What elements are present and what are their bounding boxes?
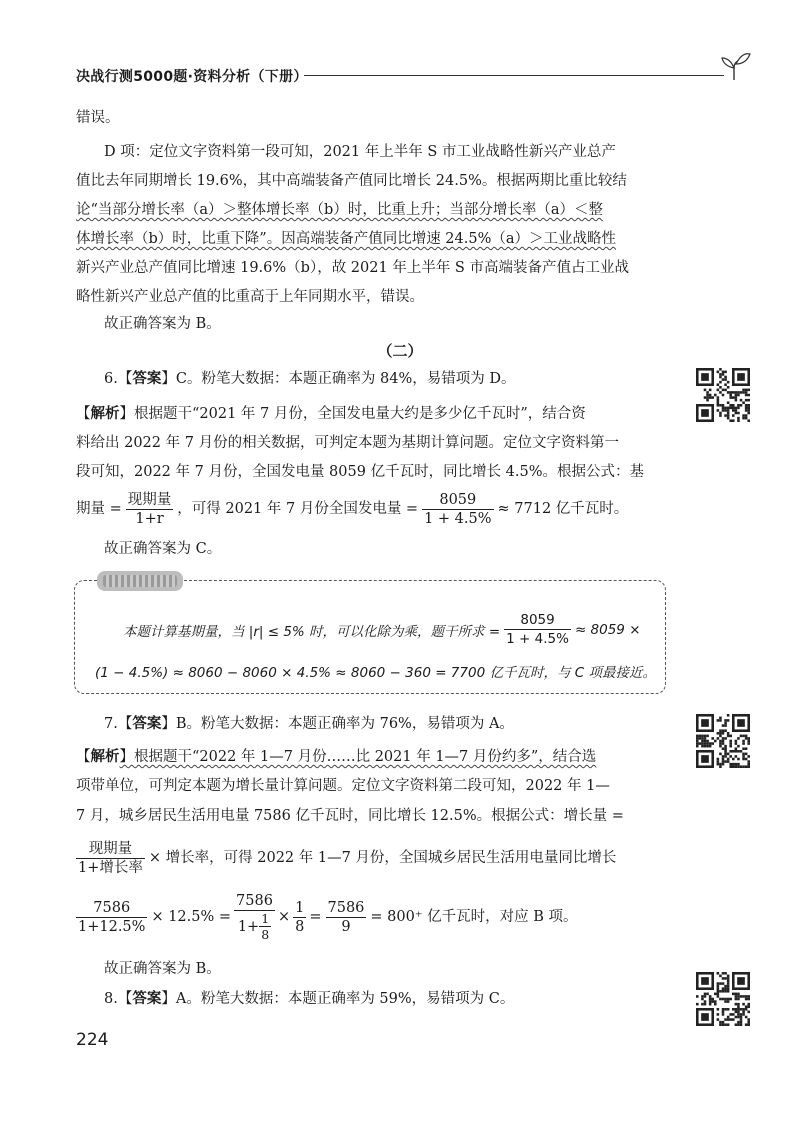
- qr-pattern: [696, 972, 750, 1026]
- denominator: 1+增长率: [78, 859, 143, 876]
- numerator: 1: [295, 899, 305, 916]
- answer-line: [104, 714, 514, 734]
- text-line: D 项：定位文字资料第一段可知，2021 年上半年 S 市工业战略性新兴产业总产: [104, 144, 616, 160]
- qr-code-icon[interactable]: [696, 972, 750, 1026]
- qr-pattern: [696, 368, 750, 422]
- answer-prefix: 6.【: [104, 371, 133, 387]
- text-line: 略性新兴产业总产值的比重高于上年同期水平，错误。: [76, 289, 424, 305]
- tip-badge: [97, 571, 183, 591]
- qr-code-icon[interactable]: [696, 368, 750, 422]
- analysis-line: 料给出 2022 年 7 月份的相关数据，可判定本题为基期计算问题。定位文字资料第一: [76, 435, 620, 451]
- running-header: [76, 60, 756, 90]
- denominator-text: 1+: [237, 918, 260, 935]
- bracket: 【: [76, 406, 91, 422]
- numerator: 8059: [422, 491, 493, 510]
- page-number: 224: [76, 1030, 109, 1050]
- answer-prefix: 7.【: [104, 716, 133, 732]
- text-line: 论“当部分增长率（a）＞整体增长率（b）时，比重上升；当部分增长率（a）＜整: [76, 202, 603, 218]
- denominator: 1 + 4.5%: [424, 510, 492, 527]
- numerator: 现期量: [127, 491, 172, 508]
- formula-text: ，可得 2021 年 7 月份全国发电量 =: [177, 501, 419, 517]
- analysis-line: [76, 747, 596, 767]
- formula-text: × 12.5% =: [151, 909, 232, 925]
- qr-code-icon[interactable]: [696, 714, 750, 768]
- text-line: 错误。: [76, 110, 120, 126]
- formula-text: × 增长率，可得 2022 年 1—7 月份，全国城乡居民生活用电量同比增长: [148, 850, 617, 866]
- analysis-line: 项带单位，可判定本题为增长量计算问题。定位文字资料第二段可知，2022 年 1—: [76, 778, 610, 794]
- answer-prefix: 8.【: [104, 991, 133, 1007]
- fraction: [422, 491, 493, 528]
- analysis-line: 7 月，城乡居民生活用电量 7586 亿千瓦时，同比增长 12.5%。根据公式：增长量 =: [76, 808, 624, 824]
- analysis-label: 解析: [90, 748, 120, 765]
- formula-text: =: [309, 909, 322, 925]
- tip-line: (1 − 4.5%) ≈ 8060 − 8060 × 4.5% ≈ 8060 − 360 = 7700 亿千瓦时，与 C 项最接近。: [95, 665, 656, 681]
- denominator: 1+12.5%: [78, 918, 146, 935]
- tip-box: [74, 580, 666, 694]
- answer-summary: 故正确答案为 B。: [104, 961, 221, 977]
- tip-text: ≈ 8059 ×: [574, 621, 641, 638]
- answer-label: 答案: [132, 370, 162, 387]
- numerator: 7586: [76, 899, 147, 918]
- denominator: 9: [341, 918, 351, 935]
- fraction: [76, 840, 145, 877]
- text-line: 新兴产业总产值同比增速 19.6%（b），故 2021 年上半年 S 市高端装备产值占工业战: [76, 260, 629, 276]
- formula-text: = 800⁺ 亿千瓦时，对应 B 项。: [370, 909, 578, 925]
- analysis-line: [76, 404, 586, 424]
- text-line: 值比去年同期增长 19.6%，其中高端装备产值同比增长 24.5%。根据两期比重比较结: [76, 173, 627, 189]
- fraction: [76, 899, 147, 936]
- denominator: 8: [295, 918, 305, 935]
- analysis-text: 】根据题干“2022 年 1—7 月份……比 2021 年 1—7 月份约多”，结合选: [119, 749, 597, 765]
- formula-line: [76, 836, 616, 880]
- text-line: 体增长率（b）时，比重下降”。因高端装备产值同比增速 24.5%（a）＞工业战略性: [76, 231, 617, 247]
- fraction: [234, 892, 275, 942]
- tip-badge-pattern: [103, 575, 177, 587]
- fraction: [326, 899, 367, 936]
- answer-text: 】C。粉笔大数据：本题正确率为 84%，易错项为 D。: [161, 371, 516, 387]
- numerator: 现期量: [76, 840, 145, 859]
- denominator: [234, 911, 275, 942]
- denominator: 8: [261, 927, 270, 942]
- formula-text: ×: [277, 909, 291, 925]
- denominator: 1 + 4.5%: [506, 631, 569, 647]
- answer-line: [104, 989, 514, 1009]
- denominator: 1+r: [135, 510, 164, 527]
- answer-text: 】B。粉笔大数据：本题正确率为 76%，易错项为 A。: [161, 716, 514, 732]
- numerator: 7586: [327, 899, 365, 916]
- fraction: [126, 491, 174, 528]
- header-rule: [304, 75, 724, 76]
- numerator: 8059: [504, 611, 571, 630]
- analysis-label: 解析: [90, 405, 120, 422]
- numerator: 1: [261, 911, 270, 926]
- answer-label: 答案: [132, 715, 162, 732]
- bracket: 【: [76, 749, 91, 765]
- qr-pattern: [696, 714, 750, 768]
- fraction: [504, 611, 571, 648]
- answer-summary: 故正确答案为 C。: [104, 541, 222, 557]
- nested-fraction: [259, 911, 271, 942]
- answer-label: 答案: [132, 990, 162, 1007]
- answer-line: [104, 369, 516, 389]
- tip-line: [123, 611, 641, 648]
- section-title: （二）: [377, 342, 423, 360]
- formula-text: ≈ 7712 亿千瓦时。: [497, 501, 629, 517]
- formula-line: [76, 886, 577, 948]
- fraction: [293, 899, 306, 936]
- analysis-text: 】根据题干“2021 年 7 月份，全国发电量大约是多少亿千瓦时”，结合资: [119, 406, 586, 422]
- numerator: 7586: [236, 893, 273, 909]
- answer-text: 】A。粉笔大数据：本题正确率为 59%，易错项为 C。: [161, 991, 515, 1007]
- tip-text: 本题计算基期量，当 |r| ≤ 5% 时，可以化除为乘，题干所求 =: [123, 623, 501, 640]
- analysis-line: 段可知，2022 年 7 月份，全国发电量 8059 亿千瓦时，同比增长 4.5%。根据公式：基: [76, 464, 645, 480]
- sprout-icon: [716, 46, 756, 86]
- formula-text: 期量 =: [76, 501, 122, 517]
- book-title: 决战行测5000题·资料分析（下册）: [76, 69, 308, 85]
- formula-line: [76, 487, 628, 531]
- answer-summary: 故正确答案为 B。: [104, 316, 221, 332]
